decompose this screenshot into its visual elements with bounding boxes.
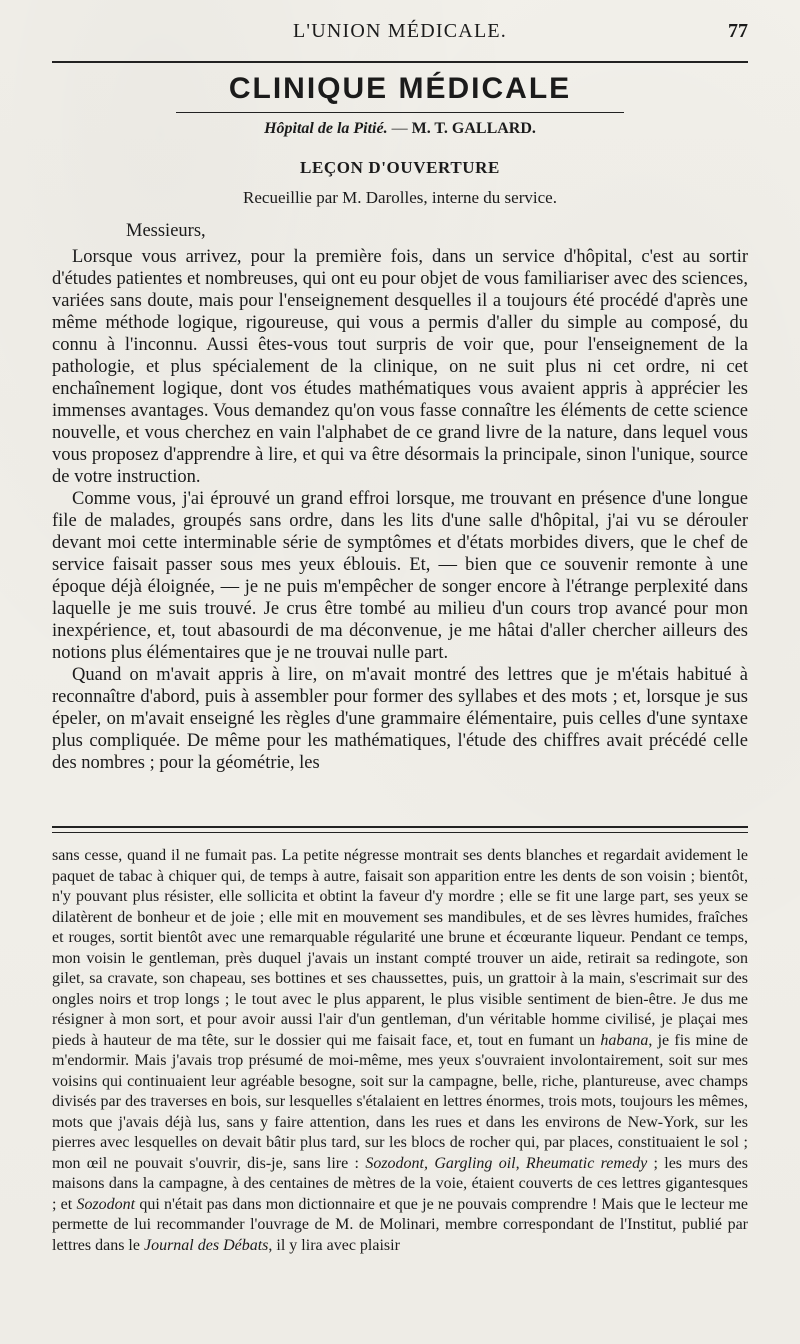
feuilleton-italic: Sozodont	[76, 1195, 136, 1213]
paragraph: Lorsque vous arrivez, pour la première fois, dans un service d'hôpital, c'est au sortir d'études patientes et nombreuses, qui ont eu pour objet de vous familiariser avec des sciences, variées sans doute, mais pour l'enseignement desquelles il a toujours été procédé d'après une même méthode logique, rigoureuse, qui vous a permis d'aller du simple au composé, du connu à l'inconnu. Aussi êtes-vous tout surpris de voir que, pour l'enseignement de la pathologie, et plus spécialement de la clinique, on ne suit plus ni cet ordre, ni cet enchaînement logique, dont vos études mathématiques vous avaient appris à apprécier les immenses avantages. Vous demandez qu'on vous fasse connaître les éléments de cette science nouvelle, et vous cherchez en vain l'alphabet de ce grand livre de la nature, dans lequel vous vous proposez d'apprendre à lire, et qui va être désormais la principale, sinon l'unique, source de votre instruction.	[52, 247, 748, 487]
collector-line: Recueillie par M. Darolles, interne du service.	[243, 188, 557, 207]
section-heading: CLINIQUE MÉDICALE	[228, 72, 572, 105]
feuilleton-italic: Journal des Débats	[143, 1236, 269, 1254]
hospital-line	[52, 120, 748, 138]
salutation: Messieurs,	[126, 221, 206, 241]
feuilleton-italic: habana	[600, 1031, 649, 1049]
feuilleton-italic: Sozodont, Gargling oil, Rheumatic remedy	[365, 1154, 648, 1172]
feuilleton-paragraph	[52, 846, 748, 1256]
feuilleton-part: ; les murs des maisons dans la campagne, à des centaines de mètres de la voie, étaient couverts de ces lettres gigantesques ; et	[52, 1154, 749, 1213]
feuilleton-part: , il y lira avec plaisir	[268, 1236, 400, 1254]
running-head	[52, 18, 748, 50]
lesson-title: LEÇON D'OUVERTURE	[300, 158, 500, 177]
separator: —	[387, 120, 412, 137]
paragraph: Quand on m'avait appris à lire, on m'avait montré des lettres que je m'étais habitué à reconnaître d'abord, puis à assembler pour former des syllabes et des mots ; et, lorsque je sus épeler, on m'avait enseigné les règles d'une grammaire élémentaire, puis celles d'une syntaxe plus compliquée. De même pour les mathématiques, l'étude des chiffres avait précédé celle des nombres ; pour la géométrie, les	[52, 665, 748, 773]
feuilleton-text	[52, 846, 748, 1256]
feuilleton-rule	[52, 826, 748, 833]
page-number: 77	[728, 20, 748, 42]
paragraph: Comme vous, j'ai éprouvé un grand effroi lorsque, me trouvant en présence d'une longue file de malades, groupés sans ordre, dans les lits d'une salle d'hôpital, j'ai vu se dérouler devant moi cette interminable série de symptômes et d'états morbides divers, que le chef de service faisait passer sous mes yeux éblouis. Et, — bien que ce souvenir remonte à une époque déjà éloignée, — je ne puis m'empêcher de songer encore à l'étrange perplexité dans laquelle je me suis trouvé. Je crus être tombé au milieu d'un cours trop avancé pour mon inexpérience, et, tout abasourdi de ma déconvenue, je me hâtai d'aller chercher ailleurs des notions plus élémentaires que je ne trouvai nulle part.	[52, 489, 748, 663]
feuilleton-part: qui n'était pas dans mon dictionnaire et que je ne pouvais comprendre ! Mais que le lecteur me permette de lui recommander l'ouvrage de M. de Molinari, membre correspondant de l'Institut, publié par lettres dans le	[52, 1195, 748, 1254]
author-name: M. T. GALLARD.	[411, 120, 536, 137]
feuilleton-part: sans cesse, quand il ne fumait pas. La petite négresse montrait ses dents blanches et regardait avidement le paquet de tabac à chiquer qui, de temps à autre, faisait son apparition entre les dents de son voisin ; bientôt, n'y pouvant plus résister, elle sollicita et obtint la faveur d'y mordre ; elle se fit une large part, ses yeux se dilatèrent de bonheur et de joie ; elle mit en mouvement ses mandibules, et de ses lèvres humides, fraîches et rouges, sortit bientôt avec une remarquable régularité une brune et écœurante liqueur. Pendant ce temps, mon voisin le gentleman, près duquel j'avais un instant compté trouver un aide, retirait sa redingote, son gilet, sa cravate, son chapeau, ses bottines et ses chaussettes, puis, un grattoir à la main, s'escrimait sur des ongles noirs et trop longs ; le tout avec le plus apparent, le plus visible sentiment de bien-être. Je dus me résigner à mon sort, et pour avoir aussi l'air d'un gentleman, d'un véritable homme civilisé, je plaçai mes pieds à hauteur de ma tête, sur le dossier qui me faisait face, et, tout en fumant un	[52, 847, 748, 1049]
journal-title: L'UNION MÉDICALE.	[293, 20, 507, 42]
hospital-name: Hôpital de la Pitié.	[264, 120, 388, 137]
heading-rule	[176, 112, 624, 113]
feuilleton-part: , je fis mine de m'endormir. Mais j'avais trop présumé de moi-même, mes yeux s'ouvraient involontairement, soit sur mes voisins qui continuaient leur agréable besogne, soit sur la campagne, belle, riche, plantureuse, avec champs divisés par des traverses en bois, sur lesquelles s'étalaient en lettres énormes, trois mots, toujours les mêmes, mots que j'avais déjà lus, sans y faire attention, dans les rues et dans les environs de New-York, sur les pierres avec lesquelles on devait bâtir plus tard, sur les blocs de rocher qui, par places, constituaient le sol ; mon œil ne pouvait s'ouvrir, dis-je, sans lire :	[52, 1031, 748, 1172]
lecture-text	[52, 220, 748, 774]
header-rule	[52, 61, 748, 63]
